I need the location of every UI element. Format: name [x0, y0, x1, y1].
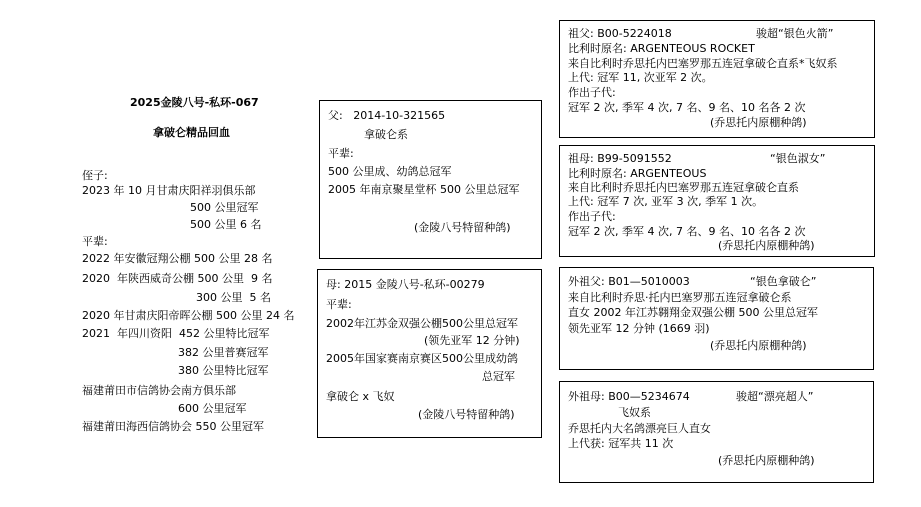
grandsire-detail: 来自比利时乔思托内巴塞罗那五连冠拿破仑直系*飞奴系 [568, 57, 838, 70]
granddam-name: “银色淑女” [770, 152, 826, 165]
dam-box [317, 269, 542, 438]
granddam-detail: 作出子代: [568, 210, 616, 223]
dam-footer: (金陵八号特留种鸽) [418, 408, 515, 421]
mat-grandsire-footer: (乔思托内原棚种鸽) [710, 339, 807, 352]
mat-granddam-ring: 外祖母: B00—5234674 [568, 390, 690, 403]
dam-achievement: 2002年江苏金双强公棚500公里总冠军 [326, 317, 518, 330]
nephew-label: 侄子: [82, 169, 108, 182]
sire-achievement: 2005 年南京聚星堂杯 500 公里总冠军 [328, 183, 520, 196]
sibling-line: 2021 年四川资阳 452 公里特比冠军 [82, 327, 270, 340]
grandsire-detail: 冠军 2 次, 季军 4 次, 7 名、9 名、10 名各 2 次 [568, 101, 806, 114]
grandsire-detail: 比利时原名: ARGENTEOUS ROCKET [568, 42, 755, 55]
grandsire-footer: (乔思托内原棚种鸽) [710, 116, 807, 129]
paternal-grandsire-box [559, 20, 875, 138]
grandsire-name: 骏超“银色火箭” [756, 27, 834, 40]
dam-achievement: (领先亚军 12 分钟) [424, 334, 520, 347]
nephew-line: 500 公里冠军 [190, 201, 259, 214]
granddam-detail: 上代: 冠军 7 次, 亚军 3 次, 季军 1 次。 [568, 195, 764, 208]
sibling-line: 2020 年甘肃庆阳帝晖公棚 500 公里 24 名 [82, 309, 295, 322]
page-subtitle: 拿破仑精品回血 [153, 126, 230, 139]
sibling-line: 380 公里特比冠军 [178, 364, 269, 377]
granddam-footer: (乔思托内原棚种鸽) [718, 239, 815, 252]
sibling-line: 600 公里冠军 [178, 402, 247, 415]
dam-cross: 拿破仑 x 飞奴 [326, 390, 395, 403]
paternal-granddam-box [559, 145, 875, 257]
dam-achievement: 2005年国家赛南京赛区500公里成幼鸽 [326, 352, 518, 365]
nephew-line: 500 公里 6 名 [190, 218, 262, 231]
dam-achievement: 总冠军 [482, 370, 515, 383]
sibling-line: 300 公里 5 名 [196, 291, 271, 304]
dam-sibling-label: 平辈: [326, 298, 352, 311]
granddam-detail: 来自比利时乔思托内巴塞罗那五连冠拿破仑直系 [568, 181, 799, 194]
sire-ring: 父: 2014-10-321565 [328, 109, 446, 122]
sibling-line: 福建莆田市信鸽协会南方俱乐部 [82, 384, 236, 397]
sibling-line: 2022 年安徽冠翔公棚 500 公里 28 名 [82, 252, 273, 265]
mat-granddam-name: 骏超“漂亮超人” [736, 390, 814, 403]
mat-grandsire-ring: 外祖父: B01—5010003 [568, 275, 690, 288]
mat-granddam-detail: 飞奴系 [618, 406, 651, 419]
sibling-label: 平辈: [82, 235, 108, 248]
mat-grandsire-name: “银色拿破仑” [750, 275, 817, 288]
mat-granddam-detail: 上代获: 冠军共 11 次 [568, 437, 674, 450]
mat-granddam-footer: (乔思托内原棚种鸽) [718, 454, 815, 467]
sire-strain: 拿破仑系 [364, 128, 408, 141]
sire-sibling-label: 平辈: [328, 147, 354, 160]
grandsire-ring: 祖父: B00-5224018 [568, 27, 672, 40]
mat-grandsire-detail: 来自比利时乔思·托内巴塞罗那五连冠拿破仑系 [568, 291, 792, 304]
sibling-line: 2020 年陕西威奇公棚 500 公里 9 名 [82, 272, 273, 285]
maternal-grandsire-box [559, 267, 874, 370]
grandsire-detail: 上代: 冠军 11, 次亚军 2 次。 [568, 71, 713, 84]
granddam-detail: 冠军 2 次, 季军 4 次, 7 名、9 名、10 名各 2 次 [568, 225, 806, 238]
mat-grandsire-detail: 领先亚军 12 分钟 (1669 羽) [568, 322, 710, 335]
granddam-detail: 比利时原名: ARGENTEOUS [568, 167, 707, 180]
nephew-line: 2023 年 10 月甘肃庆阳祥羽俱乐部 [82, 184, 256, 197]
sibling-line: 382 公里普赛冠军 [178, 346, 269, 359]
sire-achievement: 500 公里成、幼鸽总冠军 [328, 165, 452, 178]
mat-granddam-detail: 乔思托内大名鸽漂亮巨人直女 [568, 422, 711, 435]
maternal-granddam-box [559, 381, 874, 483]
sire-footer: (金陵八号特留种鸽) [414, 221, 511, 234]
granddam-ring: 祖母: B99-5091552 [568, 152, 672, 165]
grandsire-detail: 作出子代: [568, 86, 616, 99]
dam-ring: 母: 2015 金陵八号-私环-00279 [326, 278, 485, 291]
sire-box [319, 100, 542, 259]
page-title: 2025金陵八号-私环-067 [130, 96, 259, 109]
sibling-line: 福建莆田海西信鸽协会 550 公里冠军 [82, 420, 264, 433]
mat-grandsire-detail: 直女 2002 年江苏翱翔金双强公棚 500 公里总冠军 [568, 306, 818, 319]
